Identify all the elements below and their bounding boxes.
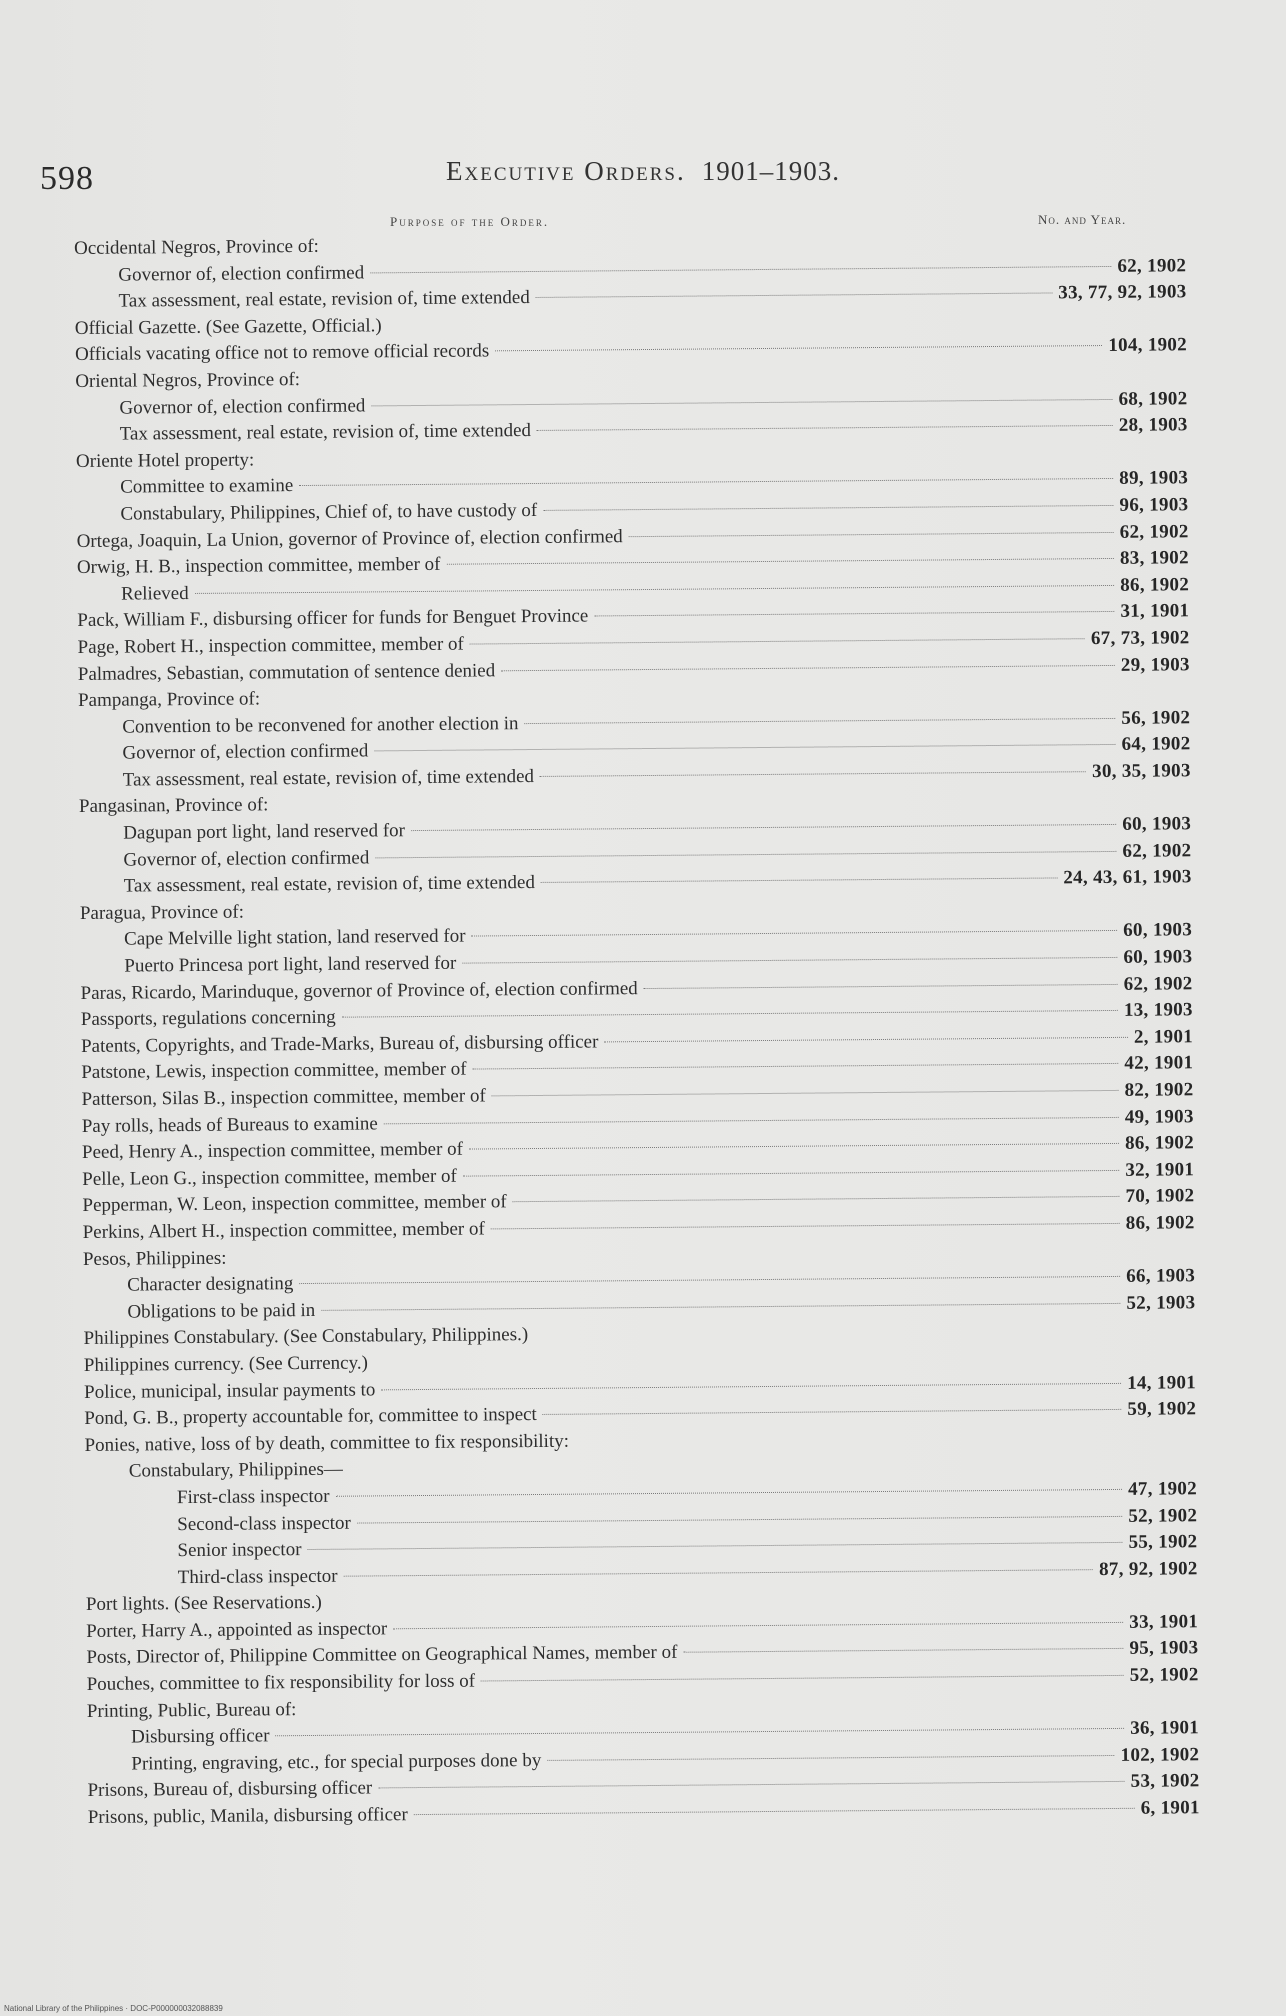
entry-text: Pelle, Leon G., inspection committee, member of	[82, 1165, 457, 1190]
entry-text: Pay rolls, heads of Bureaus to examine	[81, 1112, 378, 1137]
entry-text: Pampanga, Province of:	[77, 688, 261, 712]
leader-dots	[629, 531, 1114, 536]
entry-text: Pond, G. B., property accountable for, committee to inspect	[84, 1404, 537, 1430]
running-head-years: 1901–1903.	[701, 156, 840, 186]
entry-text: Ponies, native, loss of by death, committee to fix responsibility:	[84, 1430, 570, 1456]
entry-text: Port lights. (See Reservations.)	[85, 1592, 322, 1616]
entry-text: Governor of, election confirmed	[118, 262, 365, 286]
leader-dots	[513, 1196, 1120, 1202]
leader-dots	[541, 878, 1057, 884]
entry-order-number: 68, 1902	[1118, 387, 1188, 410]
leader-dots	[384, 1117, 1119, 1124]
entry-text: Pepperman, W. Leon, inspection committee, member of	[82, 1191, 507, 1217]
entry-order-number: 29, 1903	[1120, 653, 1190, 676]
entry-order-number: 28, 1903	[1118, 414, 1188, 437]
entry-order-number: 24, 43, 61, 1903	[1063, 866, 1192, 889]
leader-dots	[374, 744, 1115, 751]
leader-dots	[299, 1276, 1120, 1284]
leader-dots	[543, 1409, 1122, 1415]
entry-text: Officials vacating office not to remove official records	[74, 340, 490, 366]
entry-order-number: 14, 1901	[1127, 1371, 1197, 1394]
leader-dots	[375, 851, 1116, 858]
entry-text: Perkins, Albert H., inspection committee, member of	[82, 1218, 485, 1243]
entry-order-number: 96, 1903	[1119, 494, 1189, 516]
leader-dots	[462, 957, 1117, 964]
entry-order-number: 64, 1902	[1121, 733, 1191, 756]
entry-text: Printing, Public, Bureau of:	[86, 1698, 297, 1722]
column-head-number: No. and Year.	[1038, 212, 1127, 227]
entry-text: Constabulary, Philippines—	[128, 1459, 343, 1482]
entry-text: Printing, engraving, etc., for special purposes done by	[131, 1749, 542, 1775]
entry-text: Palmadres, Sebastian, commutation of sentence denied	[77, 659, 496, 685]
entry-text: Obligations to be paid in	[127, 1299, 316, 1323]
entry-order-number: 89, 1903	[1119, 467, 1189, 490]
entry-order-number: 31, 1901	[1120, 600, 1190, 623]
entry-text: Character designating	[127, 1273, 294, 1296]
entry-order-number: 59, 1902	[1127, 1398, 1197, 1420]
running-head-title: Executive Orders.	[446, 156, 686, 186]
leader-dots	[307, 1542, 1122, 1550]
entry-order-number: 52, 1902	[1129, 1664, 1199, 1686]
entry-text: Constabulary, Philippines, Chief of, to have custody of	[120, 499, 538, 525]
page-number: 598	[40, 160, 94, 197]
leader-dots	[371, 399, 1112, 406]
leader-dots	[495, 345, 1102, 351]
leader-dots	[481, 1675, 1124, 1682]
entry-order-number: 36, 1901	[1130, 1717, 1200, 1740]
entry-order-number: 83, 1902	[1119, 547, 1189, 570]
entry-text: Posts, Director of, Philippine Committee on Geographical Names, member of	[86, 1642, 678, 1669]
leader-dots	[536, 293, 1052, 299]
entry-order-number: 62, 1902	[1117, 254, 1187, 277]
entry-order-number: 66, 1903	[1126, 1265, 1196, 1288]
entry-order-number: 70, 1902	[1125, 1185, 1195, 1208]
leader-dots	[446, 558, 1114, 565]
entry-text: Orwig, H. B., inspection committee, member of	[76, 553, 441, 579]
entry-text: Committee to examine	[120, 475, 294, 498]
entry-text: Disbursing officer	[131, 1725, 270, 1748]
entry-text: Paragua, Province of:	[79, 901, 245, 924]
entry-text: Second-class inspector	[177, 1512, 351, 1535]
entry-text: Patents, Copyrights, and Trade-Marks, Bureau of, disbursing officer	[80, 1031, 599, 1057]
leader-dots	[540, 771, 1086, 777]
entry-order-number: 60, 1903	[1122, 813, 1192, 835]
entry-text: Porter, Harry A., appointed as inspector	[86, 1618, 388, 1642]
entry-text: Dagupan port light, land reserved for	[123, 820, 406, 844]
leader-dots	[472, 930, 1118, 937]
leader-dots	[344, 1569, 1093, 1577]
leader-dots	[370, 266, 1111, 273]
leader-dots	[381, 1382, 1121, 1389]
entry-order-number: 95, 1903	[1129, 1637, 1199, 1660]
leader-dots	[469, 1143, 1119, 1150]
entry-order-number: 60, 1903	[1123, 919, 1193, 942]
entry-text: Official Gazette. (See Gazette, Official.)	[74, 315, 382, 339]
entry-text: Tax assessment, real estate, revision of, time extended	[123, 872, 536, 897]
entry-text: Tax assessment, real estate, revision of, time extended	[122, 765, 535, 791]
leader-dots	[393, 1622, 1123, 1629]
leader-dots	[524, 718, 1115, 724]
entry-order-number: 62, 1902	[1123, 972, 1193, 995]
entry-text: Governor of, election confirmed	[123, 847, 370, 871]
entry-order-number: 86, 1902	[1120, 574, 1190, 596]
leader-dots	[472, 1063, 1118, 1070]
leader-dots	[470, 638, 1085, 644]
entry-text: Prisons, public, Manila, disbursing officer	[87, 1804, 408, 1828]
leader-dots	[594, 611, 1114, 617]
entry-order-number: 52, 1903	[1126, 1292, 1196, 1314]
entry-text: Tax assessment, real estate, revision of, time extended	[119, 420, 532, 445]
entry-text: Ortega, Joaquin, La Union, governor of Province of, election confirmed	[76, 525, 623, 552]
entry-text: Tax assessment, real estate, revision of, time extended	[118, 287, 530, 312]
leader-dots	[492, 1090, 1119, 1096]
leader-dots	[342, 1010, 1118, 1018]
entry-order-number: 33, 77, 92, 1903	[1058, 281, 1187, 304]
entry-order-number: 86, 1902	[1125, 1212, 1195, 1234]
leader-dots	[357, 1515, 1122, 1523]
entry-order-number: 42, 1901	[1124, 1052, 1194, 1075]
entry-text: Relieved	[121, 582, 189, 605]
index-entries	[74, 226, 1200, 1831]
leader-dots	[501, 664, 1115, 670]
leader-dots	[321, 1303, 1120, 1311]
footer-note: National Library of the Philippines · DOC-P000000032088839	[4, 2004, 223, 2013]
leader-dots	[543, 505, 1113, 511]
leader-dots	[683, 1648, 1123, 1653]
leader-dots	[547, 1755, 1114, 1761]
leader-dots	[491, 1223, 1120, 1229]
entry-text: Oriental Negros, Province of:	[75, 369, 301, 392]
leader-dots	[299, 478, 1113, 486]
entry-text: Peed, Henry A., inspection committee, member of	[81, 1138, 464, 1164]
leader-dots	[537, 425, 1113, 431]
entry-order-number: 6, 1901	[1140, 1797, 1200, 1819]
entry-order-number: 62, 1902	[1119, 520, 1189, 543]
entry-order-number: 2, 1901	[1133, 1026, 1194, 1048]
entry-text: Philippines currency. (See Currency.)	[83, 1352, 368, 1376]
entry-text: Paras, Ricardo, Marinduque, governor of Province of, election confirmed	[80, 977, 638, 1004]
entry-text: Cape Melville light station, land reserved for	[124, 926, 466, 951]
entry-order-number: 62, 1902	[1122, 839, 1192, 862]
column-head-purpose: Purpose of the Order.	[390, 214, 550, 229]
leader-dots	[336, 1489, 1123, 1497]
entry-text: Philippines Constabulary. (See Constabulary, Philippines.)	[83, 1324, 529, 1350]
entry-text: Page, Robert H., inspection committee, member of	[77, 633, 464, 658]
entry-order-number: 86, 1902	[1124, 1132, 1195, 1155]
entry-text: Passports, regulations concerning	[80, 1006, 336, 1031]
entry-text: Pack, William F., disbursing officer for funds for Benguet Province	[77, 605, 589, 632]
entry-text: Governor of, election confirmed	[119, 395, 366, 419]
entry-order-number: 32, 1901	[1125, 1159, 1195, 1181]
leader-dots	[276, 1728, 1125, 1736]
entry-text: Patstone, Lewis, inspection committee, member of	[81, 1059, 467, 1084]
entry-order-number: 55, 1902	[1128, 1531, 1198, 1553]
leader-dots	[195, 585, 1115, 594]
entry-text: Occidental Negros, Province of:	[74, 235, 320, 259]
entry-text: Senior inspector	[177, 1539, 302, 1562]
entry-order-number: 49, 1903	[1124, 1105, 1194, 1128]
entry-order-number: 53, 1902	[1130, 1770, 1200, 1793]
leader-dots	[644, 984, 1118, 989]
entry-text: Pangasinan, Province of:	[78, 794, 269, 818]
entry-text: Patterson, Silas B., inspection committee, member of	[81, 1085, 486, 1110]
entry-order-number: 87, 92, 1902	[1098, 1557, 1198, 1580]
entry-text: Prisons, Bureau of, disbursing officer	[87, 1777, 373, 1802]
entry-order-number: 47, 1902	[1127, 1478, 1198, 1500]
leader-dots	[414, 1808, 1135, 1815]
leader-dots	[411, 824, 1116, 831]
entry-text: Convention to be reconvened for another election in	[122, 712, 519, 738]
entry-text: Third-class inspector	[177, 1565, 338, 1588]
leader-dots	[604, 1037, 1128, 1043]
entry-order-number: 52, 1902	[1128, 1504, 1198, 1527]
entry-text: Pouches, committee to fix responsibility for loss of	[86, 1670, 476, 1696]
entry-order-number: 104, 1902	[1108, 334, 1188, 357]
entry-text: Governor of, election confirmed	[122, 740, 369, 764]
entry-text: Oriente Hotel property:	[75, 449, 255, 472]
leader-dots	[463, 1170, 1119, 1177]
entry-order-number: 30, 35, 1903	[1092, 760, 1191, 783]
entry-order-number: 67, 73, 1902	[1090, 627, 1190, 650]
running-head	[0, 156, 1286, 187]
entry-text: Pesos, Philippines:	[82, 1247, 227, 1270]
entry-order-number: 102, 1902	[1120, 1744, 1200, 1766]
entry-text: First-class inspector	[176, 1485, 330, 1509]
entry-order-number: 13, 1903	[1123, 999, 1193, 1022]
entry-text: Police, municipal, insular payments to	[83, 1378, 376, 1403]
entry-order-number: 33, 1901	[1129, 1611, 1199, 1633]
entry-text: Puerto Princesa port light, land reserved for	[124, 952, 457, 977]
entry-order-number: 82, 1902	[1124, 1079, 1194, 1101]
leader-dots	[378, 1781, 1124, 1789]
entry-order-number: 56, 1902	[1121, 706, 1191, 729]
entry-order-number: 60, 1903	[1123, 946, 1193, 968]
